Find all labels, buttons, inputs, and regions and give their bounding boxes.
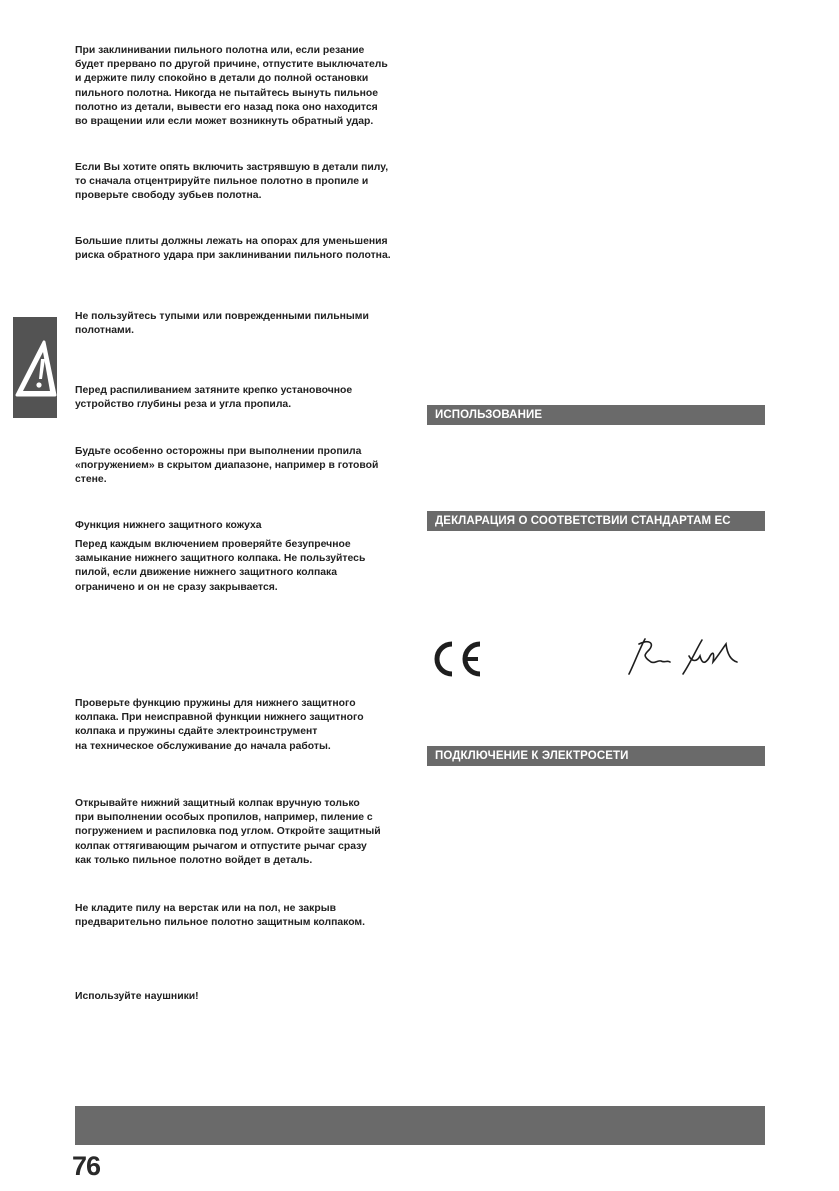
page-number: 76 (72, 1151, 101, 1181)
paragraph-manual-guard: Открывайте нижний защитный колпак вручную только при выполнении особых пропилов, например, пиление с погружением и распиловка под углом. Откройте защитный колпак оттягивающим рычагом и отпустите рычаг сразу как только пильное полотно войдет в деталь. (75, 798, 381, 866)
footer-bar (75, 1106, 765, 1145)
paragraph-dull-blades: Не пользуйтесь тупыми или поврежденными пильными полотнами. (75, 311, 369, 337)
warning-tab (13, 317, 57, 418)
ce-mark (428, 638, 482, 680)
paragraph-blade-jam: При заклинивании пильного полотна или, если резание будет прервано по другой причине, отпустите выключатель и держите пилу спокойно в детали до полной остановки пильного полотна. Никогда не пытайтесь вынуть пильное полотно из детали, вывести его назад пока оно находится во вращении или если может возникнуть обратный удар. (75, 45, 388, 128)
paragraph-spring-check: Проверьте функцию пружины для нижнего защитного колпака. При неисправной функции нижнего защитного колпака и пружины сдайте электроинструмент на техническое обслуживание до начала работы. (75, 698, 364, 752)
paragraph-tighten-adjustment: Перед распиливанием затяните крепко установочное устройство глубины реза и угла пропила. (75, 385, 353, 411)
paragraph-set-down: Не кладите пилу на верстак или на пол, не закрыв предварительно пильное полотно защитным колпаком. (75, 903, 366, 929)
subheading-lower-guard: Функция нижнего защитного кожуха (75, 520, 262, 531)
warning-triangle-icon (14, 337, 58, 401)
section-header-connection: ПОДКЛЮЧЕНИЕ К ЭЛЕКТРОСЕТИ (427, 746, 765, 766)
section-header-declaration: ДЕКЛАРАЦИЯ О СООТВЕТСТВИИ СТАНДАРТАМ ЕС (427, 511, 765, 531)
paragraph-large-panels: Большие плиты должны лежать на опорах для уменьшения риска обратного удара при заклинивании пильного полотна. (75, 236, 391, 262)
paragraph-plunge-cut: Будьте особенно осторожны при выполнении пропила «погружением» в скрытом диапазоне, например в готовой стене. (75, 446, 379, 486)
paragraph-restart: Если Вы хотите опять включить застрявшую в детали пилу, то сначала отцентрируйте пильное полотно в пропиле и проверьте свободу зубьев полотна. (75, 162, 389, 202)
paragraph-guard-check: Перед каждым включением проверяйте безупречное замыкание нижнего защитного колпака. Не пользуйтесь пилой, если движение нижнего защитного колпака ограничено и он не сразу закрывается. (75, 539, 366, 593)
section-header-usage: ИСПОЛЬЗОВАНИЕ (427, 405, 765, 425)
signature (625, 636, 743, 678)
paragraph-ear-protection: Используйте наушники! (75, 991, 199, 1002)
